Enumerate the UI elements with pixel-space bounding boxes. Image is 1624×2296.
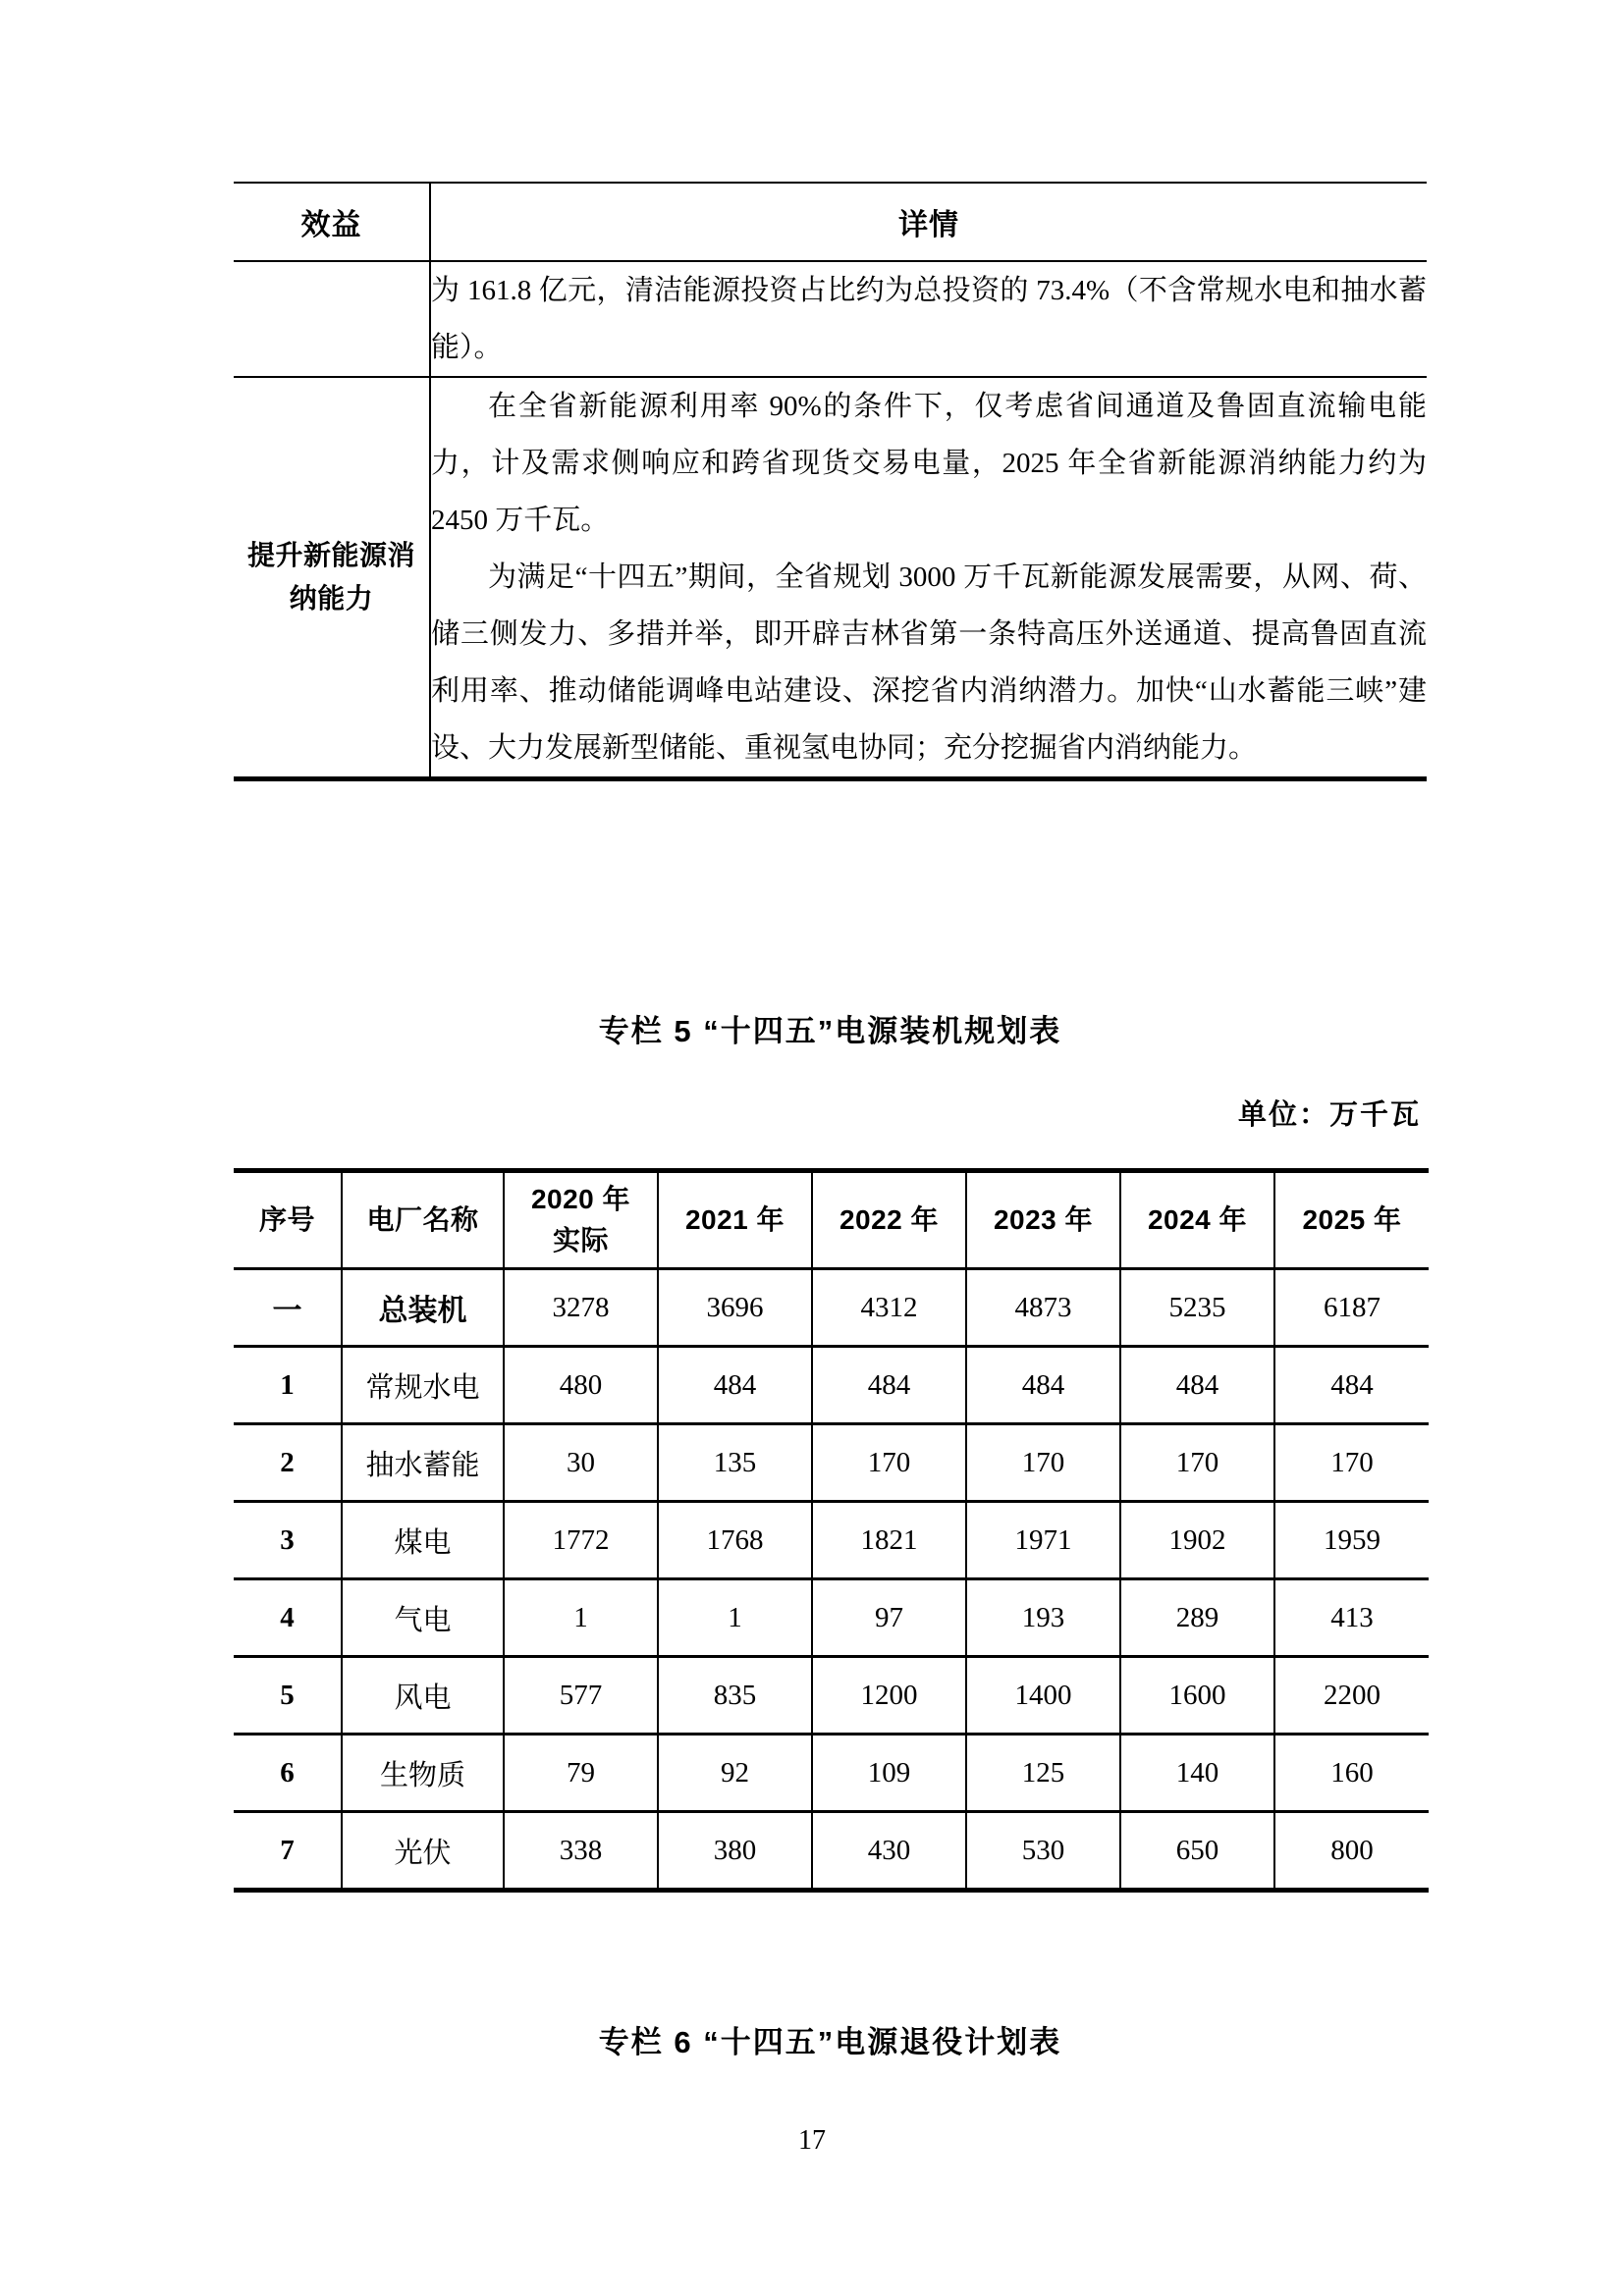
cell-value-2021: 484: [658, 1347, 812, 1424]
cell-value-2023: 1400: [966, 1657, 1120, 1735]
plan-table-body: [234, 1269, 1429, 1891]
cell-value-2021: 92: [658, 1735, 812, 1812]
cell-value-2022: 1821: [812, 1502, 966, 1579]
table-caption-column-6: 专栏 6 “十四五”电源退役计划表: [598, 2025, 1062, 2059]
row-label-empty: [234, 261, 430, 377]
row-detail-cell: [430, 377, 1427, 779]
cell-value-2020: 577: [504, 1657, 658, 1735]
cell-value-2024: 484: [1120, 1347, 1274, 1424]
table-header-row: [234, 1171, 1429, 1269]
table-row: [234, 1347, 1429, 1424]
cell-value-2023: 193: [966, 1579, 1120, 1657]
cell-value-2021: 1: [658, 1579, 812, 1657]
benefit-detail-table: [234, 182, 1427, 781]
cell-value-2020: 1: [504, 1579, 658, 1657]
table-row: [234, 1424, 1429, 1502]
cell-value-2020: 30: [504, 1424, 658, 1502]
cell-value-2022: 4312: [812, 1269, 966, 1347]
cell-value-2023: 170: [966, 1424, 1120, 1502]
cell-plant-name: 抽水蓄能: [342, 1424, 504, 1502]
table-row: [234, 1735, 1429, 1812]
header-line-2: 实际: [552, 1225, 609, 1255]
row-label-consumption-capacity: 提升新能源消纳能力: [234, 377, 430, 779]
table-row: [234, 261, 1427, 377]
cell-value-2025: 1959: [1324, 1523, 1380, 1556]
cell-value-2025: 170: [1330, 1446, 1374, 1478]
cell-value-2023: 4873: [966, 1269, 1120, 1347]
power-capacity-plan-table: [234, 1168, 1429, 1893]
cell-value-2020: 79: [504, 1735, 658, 1812]
benefit-table-head: [234, 183, 1427, 261]
column-header-2021: 2021 年: [658, 1171, 812, 1269]
cell-value-2020: 480: [504, 1347, 658, 1424]
cell-value-2021: 380: [658, 1812, 812, 1891]
column-header-2025: 2025 年: [1302, 1204, 1402, 1235]
row-detail-cell: [430, 261, 1427, 377]
column-header-2023: 2023 年: [966, 1171, 1120, 1269]
cell-index: 一: [234, 1269, 342, 1347]
cell-index: 1: [234, 1347, 342, 1424]
cell-plant-name: 生物质: [342, 1735, 504, 1812]
table-row: [234, 1812, 1429, 1891]
detail-paragraph: 为 161.8 亿元，清洁能源投资占比约为总投资的 73.4%（不含常规水电和抽水蓄能）。: [431, 275, 1427, 363]
header-line-1: 2020 年: [530, 1184, 631, 1214]
detail-paragraph: 为满足“十四五”期间，全省规划 3000 万千瓦新能源发展需要，从网、荷、储三侧发力、多措并举，即开辟吉林省第一条特高压外送通道、提高鲁固直流利用率、推动储能调峰电站建设、深挖省内消纳潜力。加快“山水蓄能三峡”建设、大力发展新型储能、重视氢电协同；充分挖掘省内消纳能力。: [431, 561, 1427, 764]
cell-value-2022: 430: [812, 1812, 966, 1891]
column-header-2024: 2024 年: [1120, 1171, 1274, 1269]
cell-value-2024: 140: [1120, 1735, 1274, 1812]
cell-value-2023: 1971: [966, 1502, 1120, 1579]
column-header-detail: 详情: [898, 209, 959, 241]
cell-value-2024: 5235: [1120, 1269, 1274, 1347]
cell-plant-name: 总装机: [342, 1269, 504, 1347]
cell-index: 6: [234, 1735, 342, 1812]
cell-plant-name: 气电: [342, 1579, 504, 1657]
cell-value-2024: 170: [1120, 1424, 1274, 1502]
cell-index: 7: [234, 1812, 342, 1891]
cell-value-2025: 800: [1330, 1834, 1374, 1866]
table-row: [234, 1657, 1429, 1735]
cell-plant-name: 煤电: [342, 1502, 504, 1579]
table-header-row: [234, 183, 1427, 261]
cell-value-2025: 6187: [1324, 1291, 1380, 1323]
cell-value-2024: 1600: [1120, 1657, 1274, 1735]
cell-value-2023: 530: [966, 1812, 1120, 1891]
cell-value-2023: 484: [966, 1347, 1120, 1424]
cell-value-2021: 3696: [658, 1269, 812, 1347]
table-row: [234, 377, 1427, 779]
table-caption-column-5: 专栏 5 “十四五”电源装机规划表: [598, 1014, 1062, 1048]
cell-index: 2: [234, 1424, 342, 1502]
cell-value-2021: 1768: [658, 1502, 812, 1579]
column-header-2020-actual: [504, 1171, 658, 1269]
cell-value-2021: 835: [658, 1657, 812, 1735]
cell-plant-name: 风电: [342, 1657, 504, 1735]
table-row: [234, 1269, 1429, 1347]
cell-value-2025: 413: [1330, 1601, 1374, 1633]
column-header-index: 序号: [234, 1171, 342, 1269]
column-header-2022: 2022 年: [812, 1171, 966, 1269]
column-header-benefit: 效益: [234, 183, 430, 261]
column-header-plant-name: 电厂名称: [342, 1171, 504, 1269]
cell-value-2025: 484: [1330, 1368, 1374, 1401]
cell-value-2024: 1902: [1120, 1502, 1274, 1579]
benefit-table-body: [234, 261, 1427, 779]
page-number: 17: [798, 2125, 826, 2156]
cell-value-2025: 2200: [1324, 1679, 1380, 1711]
plan-table-head: [234, 1171, 1429, 1269]
cell-value-2020: 3278: [504, 1269, 658, 1347]
cell-value-2022: 484: [812, 1347, 966, 1424]
detail-paragraph: 在全省新能源利用率 90%的条件下，仅考虑省间通道及鲁固直流输电能力，计及需求侧响应和跨省现货交易电量，2025 年全省新能源消纳能力约为 2450 万千瓦。: [431, 391, 1427, 536]
cell-value-2022: 109: [812, 1735, 966, 1812]
cell-index: 5: [234, 1657, 342, 1735]
table-row: [234, 1502, 1429, 1579]
cell-value-2025: 160: [1330, 1756, 1374, 1789]
cell-value-2021: 135: [658, 1424, 812, 1502]
cell-value-2024: 289: [1120, 1579, 1274, 1657]
cell-value-2022: 97: [812, 1579, 966, 1657]
cell-value-2023: 125: [966, 1735, 1120, 1812]
cell-plant-name: 光伏: [342, 1812, 504, 1891]
cell-plant-name: 常规水电: [342, 1347, 504, 1424]
cell-value-2020: 1772: [504, 1502, 658, 1579]
cell-value-2024: 650: [1120, 1812, 1274, 1891]
cell-value-2020: 338: [504, 1812, 658, 1891]
cell-value-2022: 170: [812, 1424, 966, 1502]
unit-note: 单位：万千瓦: [1237, 1099, 1421, 1131]
table-row: [234, 1579, 1429, 1657]
cell-value-2022: 1200: [812, 1657, 966, 1735]
cell-index: 4: [234, 1579, 342, 1657]
cell-index: 3: [234, 1502, 342, 1579]
